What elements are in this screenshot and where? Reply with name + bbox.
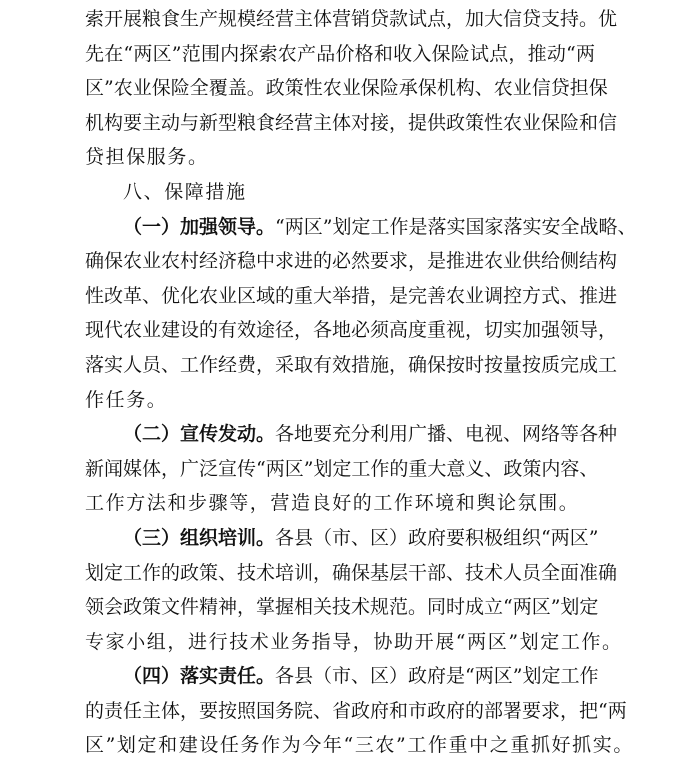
paragraph-title: （四）落实责任。 xyxy=(123,665,276,688)
paragraph-title: （三）组织培训。 xyxy=(123,526,276,549)
text-line xyxy=(85,210,637,245)
paragraph-text: 各县（市、区）政府是“两区”划定工作 xyxy=(275,665,599,688)
text-line: 作任务。 xyxy=(85,388,168,411)
text-line: 的责任主体，要按照国务院、省政府和市政府的部署要求，把“两 xyxy=(85,699,627,722)
document-page xyxy=(85,2,637,763)
text-line xyxy=(85,417,618,452)
section-heading: 八、保障措施 xyxy=(123,180,247,203)
paragraph-text: “两区”划定工作是落实国家落实安全战略、 xyxy=(275,215,637,238)
text-line xyxy=(85,521,599,556)
text-line: 领会政策文件精神，掌握相关技术规范。同时成立“两区”划定 xyxy=(85,596,599,619)
text-line xyxy=(85,659,599,694)
text-line: 工作方法和步骤等，营造良好的工作环境和舆论氛围。 xyxy=(85,492,580,515)
text-line: 性改革、优化农业区域的重大举措，是完善农业调控方式、推进 xyxy=(85,284,618,307)
paragraph-section-1 xyxy=(85,210,637,418)
paragraph-section-4 xyxy=(85,659,634,763)
text-line: 现代农业建设的有效途径，各地必须高度重视，切实加强领导， xyxy=(85,319,618,342)
text-line: 落实人员、工作经费，采取有效措施，确保按时按量按质完成工 xyxy=(85,353,618,376)
paragraph-text: 各县（市、区）政府要积极组织“两区” xyxy=(275,526,599,549)
text-line: 区”农业保险全覆盖。政策性农业保险承保机构、农业信贷担保 xyxy=(85,77,608,100)
text-line: 先在“两区”范围内探索农产品价格和收入保险试点，推动“两 xyxy=(85,42,595,65)
text-line: 划定工作的政策、技术培训，确保基层干部、技术人员全面准确 xyxy=(85,561,618,584)
text-line: 专家小组，进行技术业务指导，协助开展“两区”划定工作。 xyxy=(85,630,623,653)
paragraph-title: （二）宣传发动。 xyxy=(123,423,276,446)
paragraph-intro xyxy=(85,2,618,175)
paragraph-title: （一）加强领导。 xyxy=(123,215,276,238)
text-line: 索开展粮食生产规模经营主体营销贷款试点，加大信贷支持。优 xyxy=(85,8,618,30)
paragraph-section-3 xyxy=(85,521,623,659)
text-line: 贷担保服务。 xyxy=(85,146,209,169)
text-line: 区”划定和建设任务作为今年“三农”工作重中之重抓好抓实。 xyxy=(85,734,634,757)
paragraph-text: 各地要充分利用广播、电视、网络等各种 xyxy=(275,423,618,446)
text-line: 机构要主动与新型粮食经营主体对接，提供政策性农业保险和信 xyxy=(85,111,618,134)
text-line: 确保农业农村经济稳中求进的必然要求，是推进农业供给侧结构 xyxy=(85,250,618,273)
paragraph-section-2 xyxy=(85,417,618,521)
text-line: 新闻媒体，广泛宣传“两区”划定工作的重大意义、政策内容、 xyxy=(85,457,599,480)
